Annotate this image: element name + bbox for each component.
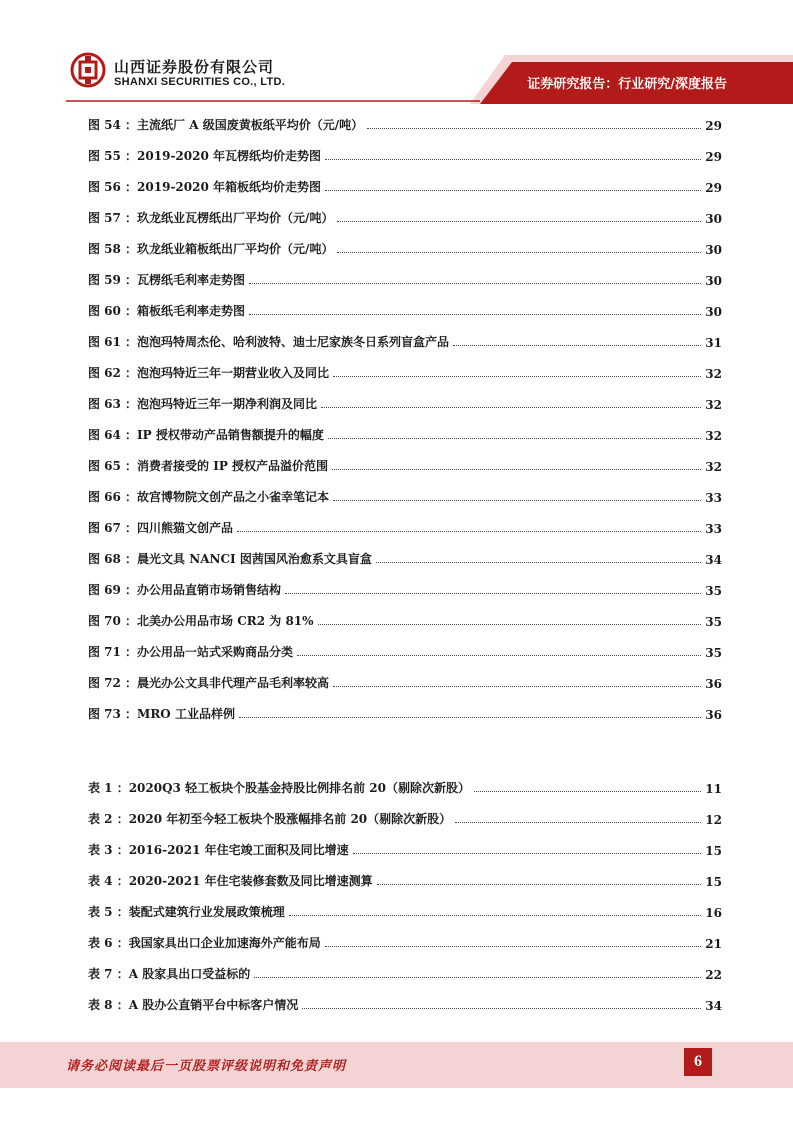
toc-leader [337, 252, 701, 253]
toc-entry-figure-61[interactable] [88, 330, 722, 350]
toc-label: 图 67 ：四川熊猫文创产品 [88, 521, 234, 535]
toc-label: 图 69 ：办公用品直销市场销售结构 [88, 583, 282, 597]
toc-page-number: 32 [705, 398, 722, 412]
toc-leader [289, 915, 702, 916]
toc-entry-figure-57[interactable] [88, 206, 722, 226]
toc-leader [239, 717, 701, 718]
toc-leader [453, 345, 701, 346]
toc-label: 图 54 ：主流纸厂 A 级国废黄板纸平均价（元/吨） [88, 118, 364, 132]
toc-page-number: 30 [705, 212, 722, 226]
toc-page-number: 33 [705, 491, 722, 505]
toc-label: 图 68 ：晨光文具 NANCI 囡茜国风治愈系文具盲盒 [88, 552, 372, 566]
toc-entry-figure-54[interactable] [88, 113, 722, 133]
toc-page-number: 36 [705, 708, 722, 722]
toc-label: 图 71 ：办公用品一站式采购商品分类 [88, 645, 294, 659]
toc-entry-figure-64[interactable] [88, 423, 722, 443]
toc-leader [377, 884, 702, 885]
toc-label: 图 60 ：箱板纸毛利率走势图 [88, 304, 246, 318]
toc-entry-table-2[interactable] [88, 807, 722, 827]
page-number-badge: 6 [684, 1048, 712, 1076]
toc-leader [332, 469, 701, 470]
toc-entry-figure-55[interactable] [88, 144, 722, 164]
toc-label: 图 55 ：2019-2020 年瓦楞纸均价走势图 [88, 149, 322, 163]
toc-entry-figure-56[interactable] [88, 175, 722, 195]
toc-leader [455, 822, 701, 823]
company-name-cn: 山西证券股份有限公司 [114, 58, 275, 76]
toc-page-number: 36 [705, 677, 722, 691]
toc-entry-figure-67[interactable] [88, 516, 722, 536]
toc-page-number: 35 [705, 615, 722, 629]
toc-leader [237, 531, 701, 532]
toc-page-number: 34 [705, 999, 722, 1013]
report-type: 证券研究报告：行业研究/深度报告 [527, 77, 727, 92]
toc-entry-table-7[interactable] [88, 962, 722, 982]
toc-label: 表 4 ：2020-2021 年住宅装修套数及同比增速测算 [88, 874, 373, 888]
toc-label: 图 62 ：泡泡玛特近三年一期营业收入及同比 [88, 366, 330, 380]
toc-entry-figure-59[interactable] [88, 268, 722, 288]
toc-label: 图 70 ：北美办公用品市场 CR2 为 81% [88, 614, 314, 628]
toc-page-number: 32 [705, 429, 722, 443]
toc-entry-figure-72[interactable] [88, 671, 722, 691]
toc-page-number: 30 [705, 305, 722, 319]
toc-label: 图 65 ：消费者接受的 IP 授权产品溢价范围 [88, 459, 329, 473]
toc-entry-table-6[interactable] [88, 931, 722, 951]
toc-leader [333, 376, 701, 377]
toc-page-number: 33 [705, 522, 722, 536]
toc-label: 表 7 ：A 股家具出口受益标的 [88, 967, 251, 981]
toc-label: 图 73 ：MRO 工业品样例 [88, 707, 235, 721]
toc-entry-table-5[interactable] [88, 900, 722, 920]
toc-page-number: 29 [705, 181, 722, 195]
toc-entry-figure-63[interactable] [88, 392, 722, 412]
toc-leader [333, 686, 701, 687]
toc-leader [321, 407, 701, 408]
toc-label: 表 1 ：2020Q3 轻工板块个股基金持股比例排名前 20（剔除次新股） [88, 781, 470, 795]
toc-page-number: 15 [705, 844, 722, 858]
toc-entry-table-1[interactable] [88, 776, 722, 796]
toc-label: 图 57 ：玖龙纸业瓦楞纸出厂平均价（元/吨） [88, 211, 334, 225]
company-logo-icon [70, 52, 106, 88]
page-header [0, 0, 793, 104]
toc-leader [285, 593, 701, 594]
toc-page-number: 15 [705, 875, 722, 889]
toc-entry-figure-68[interactable] [88, 547, 722, 567]
toc-page-number: 21 [705, 937, 722, 951]
toc-entry-figure-73[interactable] [88, 702, 722, 722]
toc-leader [376, 562, 701, 563]
toc-leader [318, 624, 702, 625]
toc-label: 表 3 ：2016-2021 年住宅竣工面积及同比增速 [88, 843, 349, 857]
toc-page-number: 11 [705, 782, 722, 796]
toc-label: 图 58 ：玖龙纸业箱板纸出厂平均价（元/吨） [88, 242, 334, 256]
toc-leader [302, 1008, 701, 1009]
toc-entry-figure-58[interactable] [88, 237, 722, 257]
toc-entry-figure-65[interactable] [88, 454, 722, 474]
toc-label: 表 6 ：我国家具出口企业加速海外产能布局 [88, 936, 321, 950]
toc-leader [325, 190, 701, 191]
toc-page-number: 22 [705, 968, 722, 982]
toc-page-number: 32 [705, 460, 722, 474]
toc-label: 图 61 ：泡泡玛特周杰伦、哈利波特、迪士尼家族冬日系列盲盒产品 [88, 335, 450, 349]
toc-leader [333, 500, 701, 501]
toc-label: 表 2 ：2020 年初至今轻工板块个股涨幅排名前 20（剔除次新股） [88, 812, 452, 826]
toc-leader [353, 853, 702, 854]
toc-entry-table-8[interactable] [88, 993, 722, 1013]
company-name-en: SHANXI SECURITIES CO., LTD. [114, 76, 286, 88]
toc-page-number: 35 [705, 584, 722, 598]
toc-entry-figure-60[interactable] [88, 299, 722, 319]
toc-label: 图 56 ：2019-2020 年箱板纸均价走势图 [88, 180, 322, 194]
toc-page-number: 35 [705, 646, 722, 660]
toc-entry-figure-69[interactable] [88, 578, 722, 598]
footer-disclaimer: 请务必阅读最后一页股票评级说明和免责声明 [66, 1059, 347, 1074]
toc-leader [337, 221, 701, 222]
toc-leader [249, 314, 701, 315]
toc-leader [325, 946, 702, 947]
toc-page-number: 12 [705, 813, 722, 827]
toc-entry-figure-70[interactable] [88, 609, 722, 629]
toc-label: 图 66 ：故宫博物院文创产品之小雀幸笔记本 [88, 490, 330, 504]
toc-page-number: 30 [705, 274, 722, 288]
toc-leader [249, 283, 701, 284]
toc-page-number: 16 [705, 906, 722, 920]
toc-leader [254, 977, 701, 978]
toc-page-number: 32 [705, 367, 722, 381]
toc-entry-table-3[interactable] [88, 838, 722, 858]
toc-label: 图 72 ：晨光办公文具非代理产品毛利率较高 [88, 676, 330, 690]
toc-leader [297, 655, 701, 656]
toc-leader [325, 159, 701, 160]
toc-page-number: 34 [705, 553, 722, 567]
toc-page-number: 29 [705, 119, 722, 133]
toc-leader [328, 438, 701, 439]
toc-leader [474, 791, 701, 792]
toc-leader [367, 128, 701, 129]
toc-label: 图 63 ：泡泡玛特近三年一期净利润及同比 [88, 397, 318, 411]
toc-label: 图 59 ：瓦楞纸毛利率走势图 [88, 273, 246, 287]
toc-entry-table-4[interactable] [88, 869, 722, 889]
toc-entry-figure-71[interactable] [88, 640, 722, 660]
toc-page-number: 31 [705, 336, 722, 350]
toc-page-number: 30 [705, 243, 722, 257]
toc-entry-figure-62[interactable] [88, 361, 722, 381]
toc-entry-figure-66[interactable] [88, 485, 722, 505]
toc-label: 表 8 ：A 股办公直销平台中标客户情况 [88, 998, 299, 1012]
toc-label: 图 64 ：IP 授权带动产品销售额提升的幅度 [88, 428, 324, 442]
toc-label: 表 5 ：装配式建筑行业发展政策梳理 [88, 905, 285, 919]
toc-page-number: 29 [705, 150, 722, 164]
